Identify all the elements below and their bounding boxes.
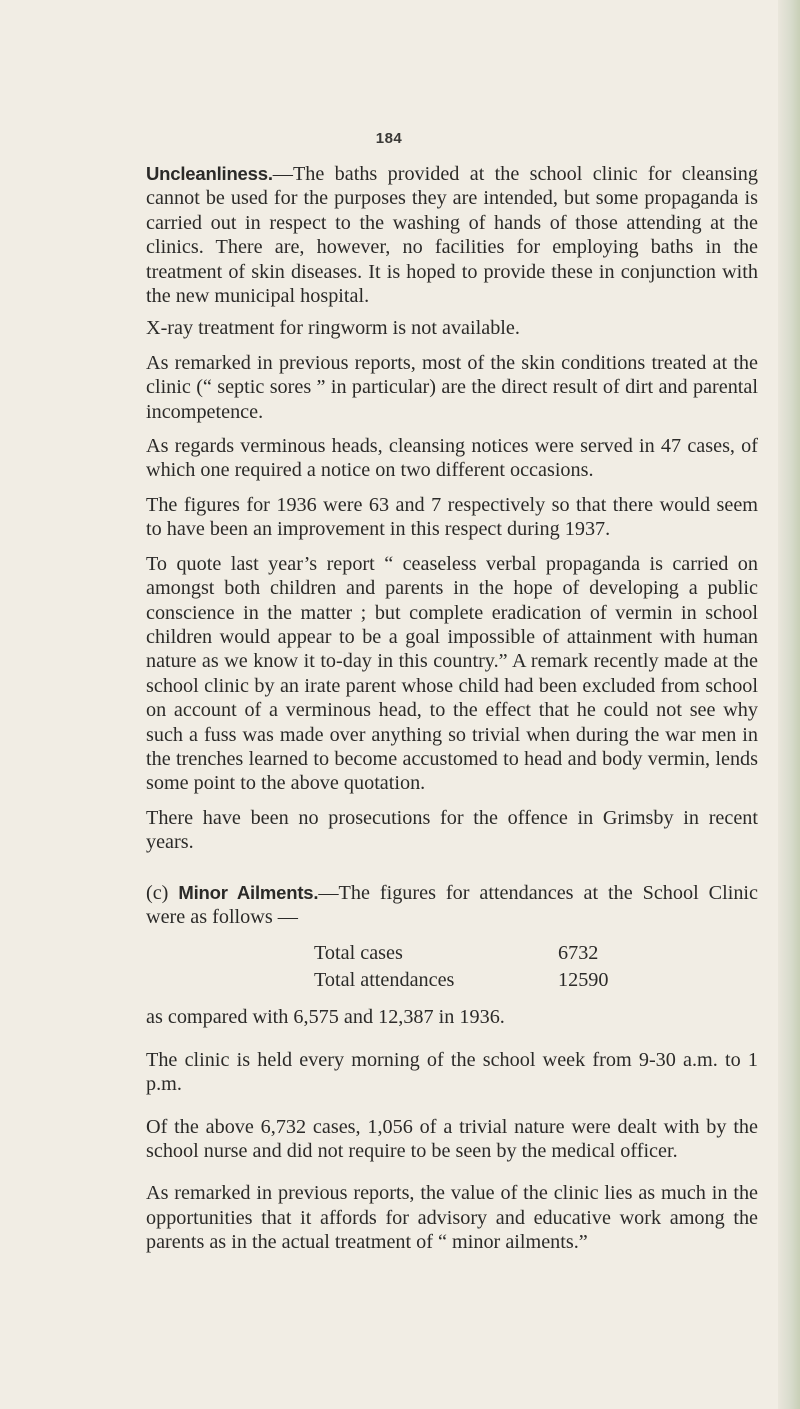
uncleanliness-intro: —The baths provided at the school clinic for cleansing cannot be used for the purposes they are intended, but some propaganda is carried out in respect to the washing of hands of those attending at the clinics. There are, however, no facilities for employing baths in the treatment of skin diseases. It is hoped to provide these in conjunction with the new municipal hospital. bbox=[146, 163, 758, 308]
minor-ailments-heading: Minor Ailments. bbox=[178, 881, 319, 903]
row-label: Total cases bbox=[314, 942, 403, 965]
page-edge-shadow bbox=[778, 0, 800, 1409]
row-value: 6732 bbox=[558, 942, 599, 965]
attendance-table bbox=[146, 941, 758, 995]
clinic-value-paragraph: As remarked in previous reports, the value of the clinic lies as much in the opportunities that it affords for advisory and educative work among the parents as in the actual treatment of “ minor ailments.” bbox=[146, 1182, 758, 1254]
minor-ailments-paragraph bbox=[146, 881, 758, 930]
minor-ailments-intro: —The figures for attendances at the School Clinic were as follows — bbox=[146, 881, 758, 928]
quote-paragraph: To quote last year’s report “ ceaseless verbal propaganda is carried on amongst both children and parents in the hope of developing a public conscience in the matter ; but complete eradication of vermin in school children would appear to be a goal impossible of attainment with human nature as we know it to-day in this country.” A remark recently made at the school clinic by an irate parent whose child had been excluded from school on account of a verminous head, to the effect that he could not see why such a fuss was made over anything so trivial when during the war men in the trenches learned to become accustomed to head and body vermin, lends some point to the above quotation. bbox=[146, 552, 758, 795]
skin-conditions-paragraph: As remarked in previous reports, most of the skin conditions treated at the clinic (“ septic sores ” in particular) are the direct result of dirt and parental incompetence. bbox=[146, 351, 758, 423]
table-row bbox=[146, 941, 758, 968]
prosecutions-paragraph: There have been no prosecutions for the offence in Grimsby in recent years. bbox=[146, 806, 758, 854]
table-row bbox=[146, 968, 758, 995]
uncleanliness-heading: Uncleanliness. bbox=[146, 163, 273, 184]
clinic-hours-paragraph: The clinic is held every morning of the school week from 9-30 a.m. to 1 p.m. bbox=[146, 1048, 758, 1096]
figures-1936-paragraph: The figures for 1936 were 63 and 7 respectively so that there would seem to have been an improvement in this respect during 1937. bbox=[146, 493, 758, 541]
verminous-heads-paragraph: As regards verminous heads, cleansing notices were served in 47 cases, of which one required a notice on two different occasions. bbox=[146, 435, 758, 482]
page-number: 184 bbox=[375, 130, 403, 147]
uncleanliness-paragraph bbox=[146, 162, 758, 308]
row-label: Total attendances bbox=[314, 969, 455, 992]
comparison-paragraph: as compared with 6,575 and 12,387 in 1936. bbox=[146, 1006, 505, 1029]
xray-paragraph: X-ray treatment for ringworm is not available. bbox=[146, 317, 520, 340]
row-value: 12590 bbox=[558, 969, 609, 992]
section-prefix: (c) bbox=[146, 881, 169, 904]
trivial-cases-paragraph: Of the above 6,732 cases, 1,056 of a trivial nature were dealt with by the school nurse and did not require to be seen by the medical officer. bbox=[146, 1115, 758, 1162]
body-text bbox=[146, 162, 758, 1265]
